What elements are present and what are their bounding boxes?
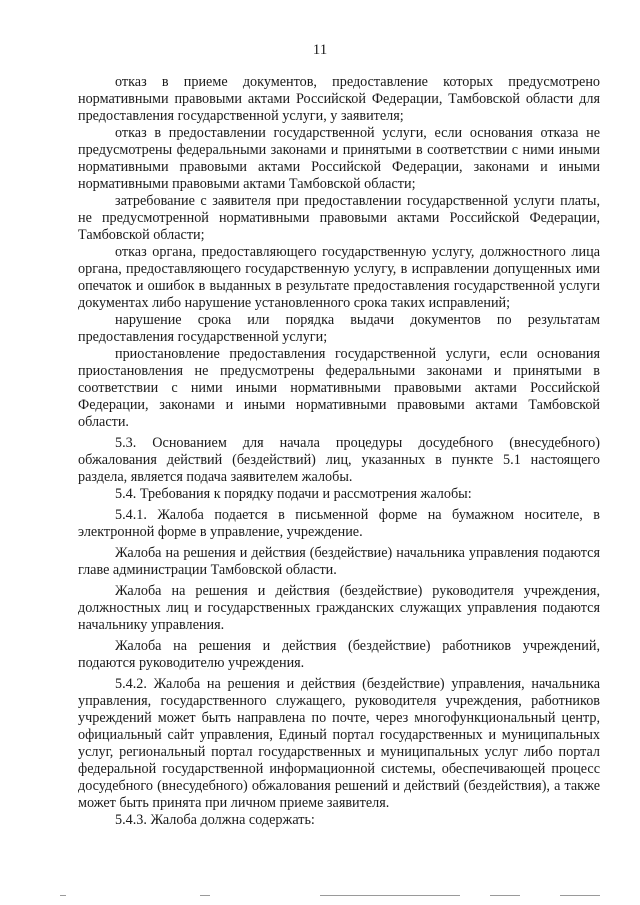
paragraph-5-4-1: 5.4.1. Жалоба подается в письменной форме на бумажном носителе, в электронной форме в управление, учреждение. xyxy=(78,507,600,540)
paragraph-refusal-documents: отказ в приеме документов, предоставление которых предусмотрено нормативными правовыми актами Российской Федерации, Тамбовской области для предоставления государственной услуги, у заявителя; xyxy=(78,74,600,124)
paragraph-complaint-workers: Жалоба на решения и действия (бездействие) работников учреждений, подаются руководителю учреждения. xyxy=(78,638,600,671)
paragraph-refusal-service: отказ в предоставлении государственной услуги, если основания отказа не предусмотрены федеральными законами и принятыми в соответствии с ними иными нормативными правовыми актами Российской Федерации, законами и иными нормативными правовыми актами Тамбовской области; xyxy=(78,125,600,192)
paragraph-complaint-director: Жалоба на решения и действия (бездействие) руководителя учреждения, должностных лиц и государственных гражданских служащих управления подаются начальнику управления. xyxy=(78,583,600,633)
paragraph-5-3: 5.3. Основанием для начала процедуры досудебного (внесудебного) обжалования действий (бездействий) лиц, указанных в пункте 5.1 настоящего раздела, является подача заявителем жалобы. xyxy=(78,435,600,485)
paragraph-5-4-3: 5.4.3. Жалоба должна содержать: xyxy=(115,812,315,828)
paragraph-5-4: 5.4. Требования к порядку подачи и рассмотрения жалобы: xyxy=(115,486,472,502)
document-body xyxy=(78,74,600,829)
paragraph-5-4-2: 5.4.2. Жалоба на решения и действия (бездействие) управления, начальника управления, государственного служащего, руководителя учреждения, работников учреждений может быть направлена по почте, через многофункциональный центр, официальный сайт управления, Единый портал государственных и муниципальных услуг, региональный портал государственных и муниципальных услуг либо портал федеральной государственной информационной системы, обеспечивающей процесс досудебного (внесудебного) обжалования решений и действий (бездействия), а также может быть принята при личном приеме заявителя. xyxy=(78,676,600,811)
scan-artifact-line xyxy=(60,893,620,899)
paragraph-deadline-violation: нарушение срока или порядка выдачи документов по результатам предоставления государственной услуги; xyxy=(78,312,600,345)
paragraph-complaint-head: Жалоба на решения и действия (бездействие) начальника управления подаются главе администрации Тамбовской области. xyxy=(78,545,600,578)
paragraph-fee-demand: затребование с заявителя при предоставлении государственной услуги платы, не предусмотренной нормативными правовыми актами Российской Федерации, Тамбовской области; xyxy=(78,193,600,243)
paragraph-suspension: приостановление предоставления государственной услуги, если основания приостановления не предусмотрены федеральными законами и принятыми в соответствии с ними иными нормативными правовыми актами Российской Федерации, законами и иными нормативными правовыми актами Тамбовской области. xyxy=(78,346,600,430)
page-number: 11 xyxy=(312,42,328,58)
paragraph-correction-refusal: отказ органа, предоставляющего государственную услугу, должностного лица органа, предоставляющего государственную услугу, в исправлении допущенных ими опечаток и ошибок в выданных в результате предоставления государственной услуги документах либо нарушение установленного срока таких исправлений; xyxy=(78,244,600,311)
